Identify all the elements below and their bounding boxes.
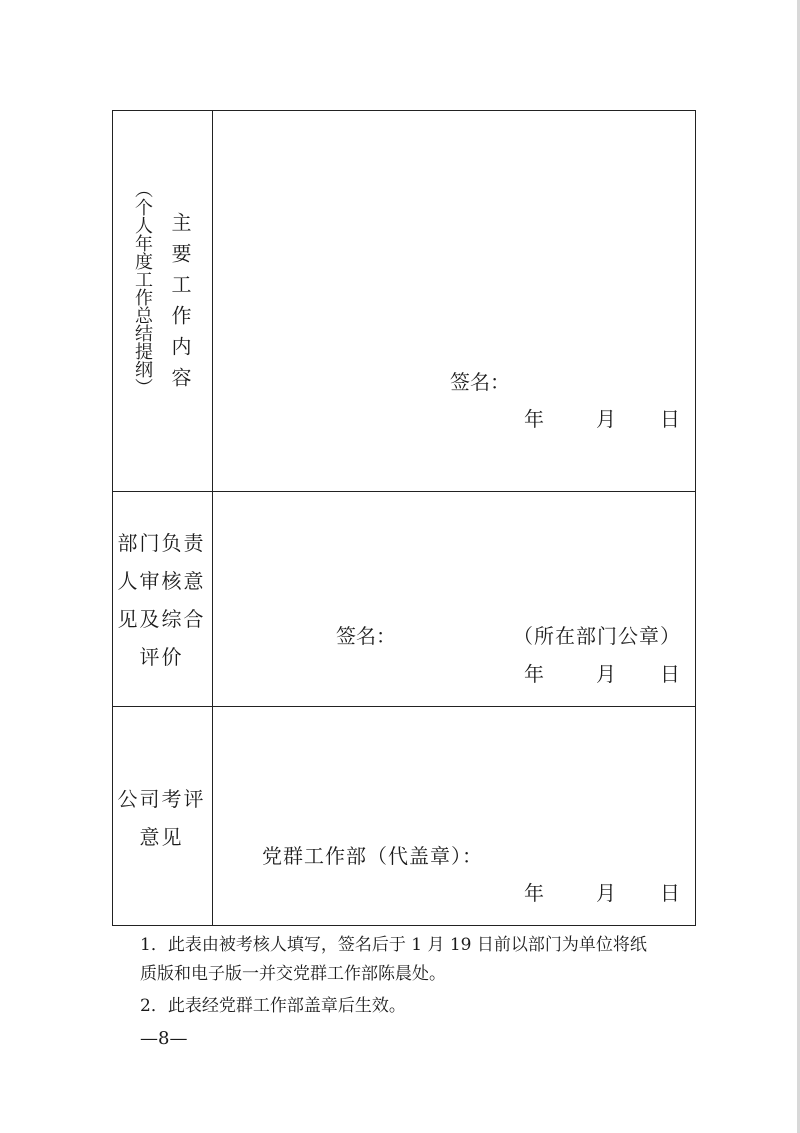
row-divider-2 bbox=[113, 706, 695, 707]
column-divider bbox=[212, 111, 213, 925]
department-seal-note: （所在部门公章） bbox=[513, 624, 681, 648]
company-evaluation-label bbox=[112, 780, 211, 856]
company-date-month: 月 bbox=[596, 881, 616, 905]
page-number: —8— bbox=[140, 1028, 188, 1049]
company-date-day: 日 bbox=[660, 881, 680, 905]
company-label-line: 公司考评 bbox=[117, 787, 206, 811]
department-label-line: 人审核意 bbox=[117, 569, 206, 593]
company-date-year: 年 bbox=[524, 881, 544, 905]
row-divider-1 bbox=[113, 491, 695, 492]
department-review-label bbox=[112, 524, 211, 676]
summary-date-year: 年 bbox=[524, 407, 544, 431]
department-date-year: 年 bbox=[524, 662, 544, 686]
department-date-month: 月 bbox=[596, 662, 616, 686]
note-line-3: 2．此表经党群工作部盖章后生效。 bbox=[140, 996, 406, 1016]
department-label-line: 部门负责 bbox=[117, 531, 206, 555]
summary-label-main: 主要工作内容 bbox=[168, 212, 192, 398]
department-label-line: 评价 bbox=[139, 645, 184, 669]
summary-signature-label: 签名： bbox=[450, 370, 510, 394]
company-label-line: 意见 bbox=[139, 825, 184, 849]
department-signature-label: 签名： bbox=[336, 624, 396, 648]
company-seal-label: 党群工作部（代盖章）： bbox=[262, 844, 483, 868]
summary-label-sub: （个人年度工作总结提纲） bbox=[132, 180, 153, 396]
note-line-1: 1．此表由被考核人填写，签名后于 1 月 19 日前以部门为单位将纸 bbox=[140, 935, 647, 955]
note-line-2: 质版和电子版一并交党群工作部陈晨处。 bbox=[140, 964, 446, 984]
department-label-line: 见及综合 bbox=[117, 607, 206, 631]
department-date-day: 日 bbox=[660, 662, 680, 686]
summary-date-month: 月 bbox=[596, 407, 616, 431]
summary-date-day: 日 bbox=[660, 407, 680, 431]
